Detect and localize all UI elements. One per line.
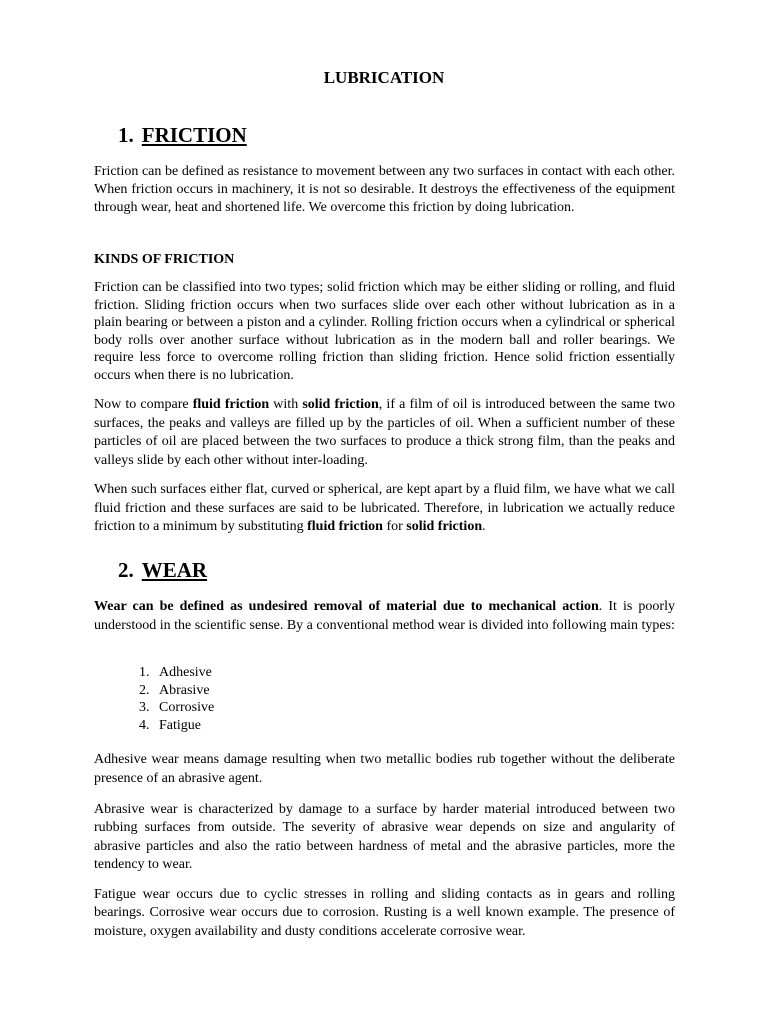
friction-intro-paragraph: Friction can be defined as resistance to movement between any two surfaces in contact with each other. When friction occurs in machinery, it is not so desirable. It destroys the effectiveness of the equipment through wear, heat and shortened life. We overcome this friction by doing lubrication. [94,164,675,216]
abrasive-wear-paragraph: Abrasive wear is characterized by damage to a surface by harder material introduced between two rubbing surfaces from outside. The severity of abrasive wear depends on size and angularity of abrasive particles and also the ratio between hardness of metal and the abrasive particles, more the tendency to wear. [94,802,675,872]
section-number: 2. [118,558,134,582]
wear-definition-paragraph [94,597,675,635]
fatigue-wear-paragraph: Fatigue wear occurs due to cyclic stresses in rolling and sliding contacts as in gears and rolling bearings. Corrosive wear occurs due to corrosion. Rusting is a well known example. The presence of moisture, oxygen availability and dusty conditions accelerate corrosive wear. [94,887,675,939]
list-item [139,699,214,717]
wear-types-list [139,664,214,734]
kinds-of-friction-heading: KINDS OF FRICTION [94,252,235,267]
list-number: 1. [139,665,150,680]
list-label: Corrosive [159,700,215,715]
text-run: Now to compare [94,397,193,412]
text-run: When such surfaces either flat, curved or spherical, are kept apart by a fluid film, we have what we call fluid friction and these surfaces are said to be lubricated. Therefore, in lubrication we actually reduce friction to a minimum by substituting [94,482,675,535]
bold-term: fluid friction [192,397,270,412]
text-run: , if a film of oil is introduced between the same two surfaces, the peaks and valleys are filled up by the particles of oil. When a sufficient number of these particles of oil are placed between the two surfaces to produce a thick strong film, than the peaks and valleys slide by each other without inter-loading. [94,397,675,468]
bold-definition: Wear can be defined as undesired removal of material due to mechanical action [94,599,599,614]
list-number: 4. [139,717,150,733]
bold-term: solid friction [302,397,379,412]
section-heading-wear [118,557,207,583]
adhesive-wear-paragraph: Adhesive wear means damage resulting when two metallic bodies rub together without the deliberate presence of an abrasive agent. [94,752,675,786]
section-title: WEAR [141,558,208,582]
document-title: LUBRICATION [323,68,445,87]
text-run: . It is poorly understood in the scientific sense. By a conventional method wear is divided into following main types: [94,599,675,633]
section-heading-friction [118,122,247,148]
list-label: Adhesive [159,665,212,680]
section-title: FRICTION [141,123,247,147]
list-item [139,682,214,700]
list-label: Fatigue [159,717,201,733]
list-label: Abrasive [159,682,210,698]
bold-term: fluid friction [307,519,383,535]
list-number: 3. [139,700,150,715]
kinds-of-friction-paragraph: Friction can be classified into two types; solid friction which may be either sliding or rolling, and fluid friction. Sliding friction occurs when two surfaces slide over each other without lubrication as in a plain bearing or between a piston and a cylinder. Rolling friction occurs when a cylindrical or spherical body rolls over another surface without lubrication as in the modern ball and roller bearings. We require less force to overcome rolling friction than sliding friction. Hence solid friction essentially occurs when there is no lubrication. [94,280,675,383]
list-item [139,717,214,735]
list-number: 2. [139,682,150,698]
section-number: 1. [118,123,134,147]
text-run: . [482,519,486,535]
list-item [139,664,214,682]
bold-term: solid friction [406,519,483,535]
text-run: for [382,519,407,535]
text-run: with [269,397,303,412]
fluid-friction-paragraph [94,481,675,537]
compare-paragraph [94,396,675,470]
